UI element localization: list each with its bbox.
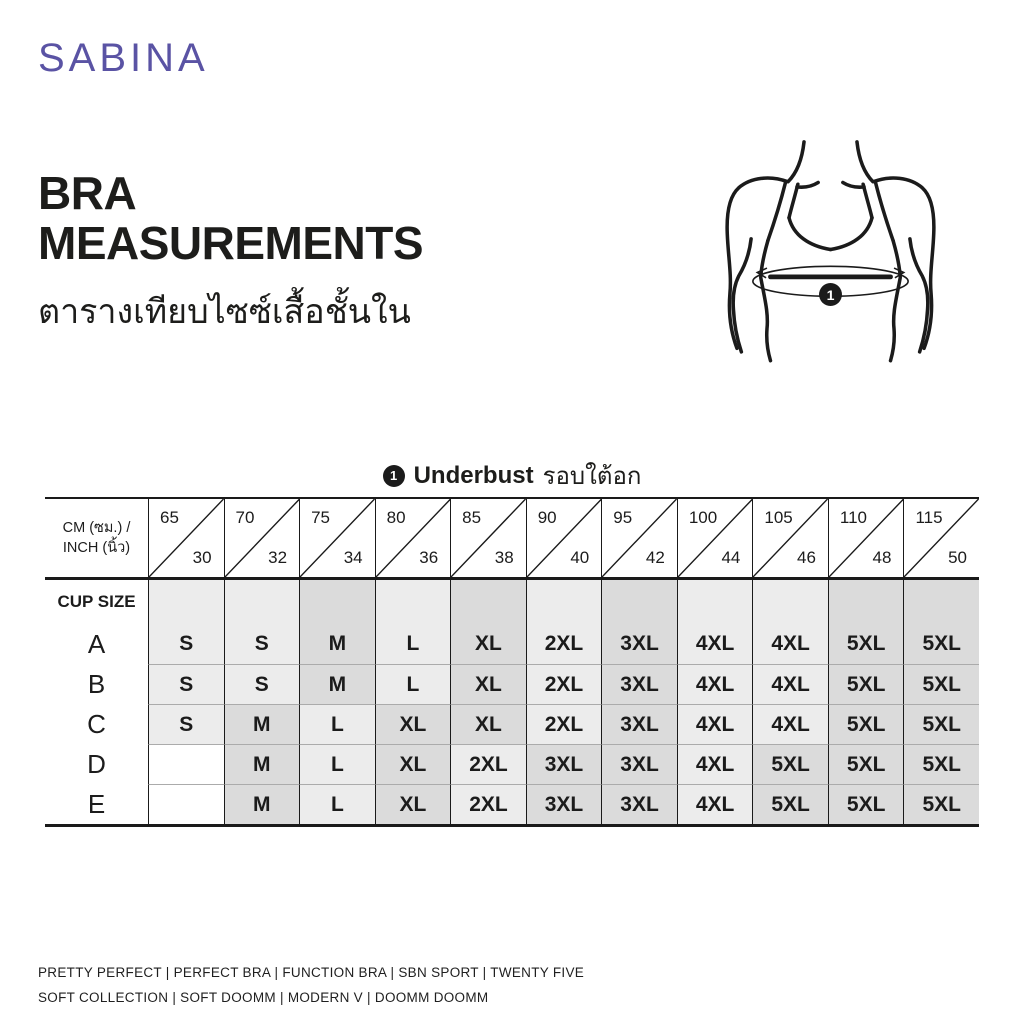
inch-value: 32: [268, 548, 288, 567]
size-cell: M: [224, 784, 300, 824]
size-cell: 4XL: [752, 704, 828, 744]
size-cell: 5XL: [828, 664, 904, 704]
size-cell: 3XL: [601, 744, 677, 784]
size-cell: 5XL: [752, 744, 828, 784]
size-cell: 5XL: [828, 624, 904, 664]
cup-size-band-cell: [148, 580, 224, 624]
inch-value: 44: [721, 548, 741, 567]
footer-line-2: SOFT COLLECTION | SOFT DOOMM | MODERN V | DOOMM DOOMM: [38, 990, 489, 1005]
cm-value: 80: [386, 508, 406, 527]
size-cell: 2XL: [450, 744, 526, 784]
size-cell: 5XL: [828, 744, 904, 784]
inch-value: 46: [796, 548, 816, 567]
size-cell: 5XL: [903, 664, 979, 704]
cm-value: 90: [537, 508, 557, 527]
cm-value: 100: [688, 508, 718, 527]
cup-row-label: B: [87, 668, 106, 699]
cup-size-band-cell: [601, 580, 677, 624]
size-cell: 3XL: [526, 784, 602, 824]
inch-value: 40: [570, 548, 590, 567]
size-cell: 2XL: [450, 784, 526, 824]
column-header-cell: [148, 499, 224, 577]
cup-row-label: E: [87, 788, 106, 819]
size-cell: 5XL: [903, 624, 979, 664]
section-title-en: Underbust: [413, 461, 534, 489]
inch-value: 42: [645, 548, 665, 567]
size-cell: 5XL: [828, 784, 904, 824]
column-header-cell: [828, 499, 904, 577]
page-title-line2: MEASUREMENTS: [38, 217, 424, 269]
size-cell: 4XL: [677, 744, 753, 784]
column-header-cell: [450, 499, 526, 577]
corner-header-line: CM (ซม.) /: [62, 520, 131, 536]
size-cell: M: [224, 744, 300, 784]
column-header-cell: [526, 499, 602, 577]
cm-value: 115: [915, 508, 943, 527]
table-row: [45, 784, 979, 824]
size-cell: S: [224, 624, 300, 664]
size-cell: XL: [450, 624, 526, 664]
column-header-cell: [752, 499, 828, 577]
page-title-line1: BRA: [38, 167, 137, 219]
inch-value: 30: [192, 548, 212, 567]
page-title-block: [38, 168, 423, 338]
cm-value: 70: [235, 508, 255, 527]
size-cell: 5XL: [903, 784, 979, 824]
size-cell: 4XL: [752, 664, 828, 704]
size-cell: M: [299, 664, 375, 704]
size-cell: 5XL: [828, 704, 904, 744]
cup-size-band-cell: [450, 580, 526, 624]
column-header-cell: [375, 499, 451, 577]
column-header-cell: [903, 499, 979, 577]
column-header-cell: [224, 499, 300, 577]
size-cell: 4XL: [677, 784, 753, 824]
size-cell: L: [299, 744, 375, 784]
number-1-badge-icon: 1: [383, 465, 405, 487]
svg-text:1: 1: [826, 286, 835, 303]
brand-logo: SABINA: [38, 36, 209, 80]
page-subtitle-thai: ตารางเทียบไซซ์เสื้อชั้นใน: [38, 293, 411, 331]
cup-size-band-cell: [375, 580, 451, 624]
cup-row-label: A: [87, 628, 106, 659]
size-cell: M: [299, 624, 375, 664]
table-row: [45, 704, 979, 744]
cm-value: 105: [764, 508, 793, 527]
cup-size-band-cell: [828, 580, 904, 624]
cup-size-band-cell: [903, 580, 979, 624]
size-cell: 4XL: [677, 624, 753, 664]
size-cell: 4XL: [752, 624, 828, 664]
size-cell: 3XL: [601, 664, 677, 704]
cm-value: 85: [462, 508, 482, 527]
size-cell: S: [148, 664, 224, 704]
size-cell: XL: [450, 664, 526, 704]
inch-value: 34: [343, 548, 363, 567]
size-cell: 2XL: [526, 664, 602, 704]
size-cell: 5XL: [752, 784, 828, 824]
size-cell: XL: [375, 704, 451, 744]
bra-measurement-diagram: [698, 126, 963, 366]
size-cell: 4XL: [677, 704, 753, 744]
footer: [38, 960, 584, 1010]
cup-size-label: CUP SIZE: [57, 592, 136, 611]
size-cell: M: [224, 704, 300, 744]
size-cell: 5XL: [903, 744, 979, 784]
cup-size-band-row: [45, 580, 979, 624]
cm-value: 65: [160, 508, 179, 527]
size-cell: XL: [375, 744, 451, 784]
size-cell: 3XL: [601, 624, 677, 664]
column-header-cell: [677, 499, 753, 577]
size-cell: 2XL: [526, 624, 602, 664]
size-cell: L: [375, 664, 451, 704]
section-title: [0, 456, 1024, 495]
footer-line-1: PRETTY PERFECT | PERFECT BRA | FUNCTION BRA | SBN SPORT | TWENTY FIVE: [38, 965, 585, 980]
cup-size-band-cell: [526, 580, 602, 624]
underbust-marker: [819, 283, 842, 306]
size-cell: 3XL: [601, 784, 677, 824]
cm-value: 95: [613, 508, 633, 527]
inch-value: 50: [948, 548, 967, 567]
size-cell: L: [299, 784, 375, 824]
cm-value: 110: [839, 508, 868, 527]
size-cell: S: [224, 664, 300, 704]
size-cell: L: [299, 704, 375, 744]
cup-row-label: C: [87, 708, 106, 739]
size-cell: 3XL: [526, 744, 602, 784]
inch-value: 38: [494, 548, 514, 567]
size-cell: S: [148, 624, 224, 664]
table-row: [45, 744, 979, 784]
cup-row-label: D: [87, 748, 106, 779]
size-cell: [148, 784, 224, 824]
cup-size-band-cell: [224, 580, 300, 624]
inch-value: 36: [419, 548, 439, 567]
size-cell: [148, 744, 224, 784]
size-cell: 5XL: [903, 704, 979, 744]
cup-size-band-cell: [752, 580, 828, 624]
size-cell: XL: [375, 784, 451, 824]
table-row: [45, 624, 979, 664]
table-header-row: [45, 499, 979, 580]
size-cell: 3XL: [601, 704, 677, 744]
inch-value: 48: [872, 548, 892, 567]
column-header-cell: [601, 499, 677, 577]
size-cell: 2XL: [526, 704, 602, 744]
size-cell: XL: [450, 704, 526, 744]
size-table: [45, 497, 979, 827]
cup-size-band-cell: [299, 580, 375, 624]
size-cell: S: [148, 704, 224, 744]
size-cell: 4XL: [677, 664, 753, 704]
section-title-th: รอบใต้อก: [542, 463, 642, 490]
cm-value: 75: [311, 508, 330, 527]
corner-header-line: INCH (นิ้ว): [62, 540, 131, 556]
table-row: [45, 664, 979, 704]
bra-illustration: [698, 126, 963, 366]
table-corner-header: [45, 499, 148, 577]
cup-size-band-cell: [677, 580, 753, 624]
column-header-cell: [299, 499, 375, 577]
size-cell: L: [375, 624, 451, 664]
